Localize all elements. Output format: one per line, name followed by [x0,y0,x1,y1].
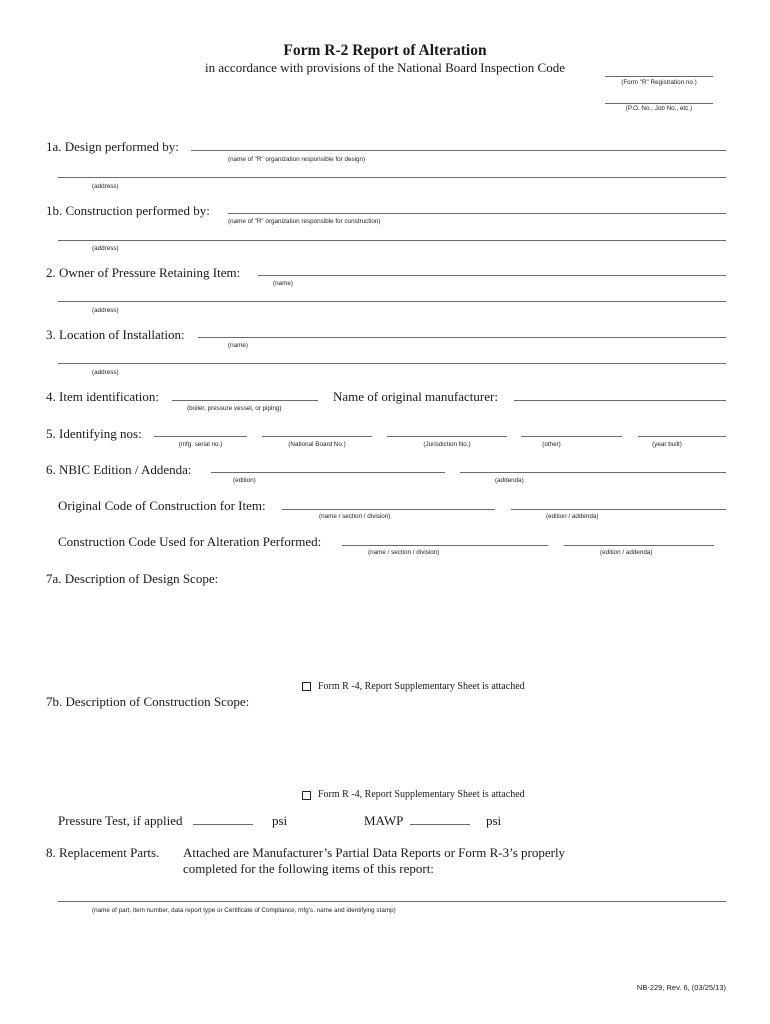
alteration-code-name-field[interactable] [342,545,548,546]
po-job-no-caption: (P.O. No., Job No., etc.) [625,105,693,112]
location-address-field[interactable] [58,363,726,364]
jurisdiction-no-caption: (Jurisdiction No.) [423,441,471,448]
pressure-test-field[interactable] [193,824,253,825]
item-identification-caption: (boiler, pressure vessel, or piping) [187,405,282,412]
location-name-caption: (name) [228,342,248,349]
original-code-name-field[interactable] [282,509,495,510]
replacement-parts-text-line1: Attached are Manufacturer’s Partial Data Reports or Form R-3’s properly [183,845,566,860]
mawp-unit: psi [486,813,502,828]
other-no-caption: (other) [542,441,561,448]
alteration-code-edition-field[interactable] [564,545,714,546]
design-scope-attach-checkbox[interactable] [302,682,311,691]
replacement-parts-text-line2: completed for the following items of this report: [183,861,434,876]
nbic-addenda-caption: (addenda) [495,477,524,484]
other-no-field[interactable] [521,436,622,437]
alteration-code-label: Construction Code Used for Alteration Performed: [58,534,322,549]
design-org-name-caption: (name of "R" organization responsible for design) [228,156,366,163]
owner-address-caption: (address) [92,307,119,314]
mfg-serial-no-field[interactable] [154,436,247,437]
pressure-test-label: Pressure Test, if applied [58,813,183,828]
owner-name-caption: (name) [273,280,293,287]
form-title: Form R-2 Report of Alteration [283,42,487,59]
design-scope-attach-label: Form R -4, Report Supplementary Sheet is attached [318,681,525,692]
item-identification-field[interactable] [172,400,318,401]
identifying-nos-label: 5. Identifying nos: [46,426,142,441]
alteration-code-name-caption: (name / section / division) [368,549,440,556]
registration-no-caption: (Form "R" Registration no.) [621,79,697,86]
original-manufacturer-label: Name of original manufacturer: [333,389,498,404]
design-address-field[interactable] [58,177,726,178]
original-manufacturer-field[interactable] [514,400,726,401]
registration-no-field[interactable] [605,76,713,77]
nbic-addenda-field[interactable] [460,472,726,473]
construction-address-caption: (address) [92,245,119,252]
construction-org-name-caption: (name of "R" organization responsible for construction) [228,218,381,225]
replacement-parts-caption: (name of part, item number, data report type or Certificate of Compliance, mfg’s. name and identifying stamp) [92,907,396,914]
location-name-field[interactable] [198,337,726,338]
mawp-label: MAWP [364,813,404,828]
mfg-serial-no-caption: (mfg. serial no.) [178,441,223,448]
location-label: 3. Location of Installation: [46,327,185,342]
design-performed-label: 1a. Design performed by: [46,139,179,154]
mawp-field[interactable] [410,824,470,825]
national-board-no-field[interactable] [262,436,372,437]
form-subtitle: in accordance with provisions of the National Board Inspection Code [205,60,565,75]
nbic-edition-label: 6. NBIC Edition / Addenda: [46,462,192,477]
owner-name-field[interactable] [258,275,726,276]
owner-address-field[interactable] [58,301,726,302]
national-board-no-caption: (National Board No.) [288,441,346,448]
construction-scope-attach-label: Form R -4, Report Supplementary Sheet is attached [318,789,525,800]
nbic-edition-field[interactable] [211,472,445,473]
year-built-field[interactable] [638,436,726,437]
replacement-parts-field[interactable] [58,901,726,902]
form-number: NB-229, Rev. 6, (03/25/13) [636,983,726,992]
original-code-label: Original Code of Construction for Item: [58,498,266,513]
location-address-caption: (address) [92,369,119,376]
pressure-test-unit: psi [272,813,288,828]
jurisdiction-no-field[interactable] [387,436,507,437]
po-job-no-field[interactable] [605,103,713,104]
alteration-code-edition-caption: (edition / addenda) [600,549,653,556]
year-built-caption: (year built) [652,441,682,448]
construction-org-name-field[interactable] [228,213,726,214]
nbic-edition-caption: (edition) [233,477,256,484]
owner-label: 2. Owner of Pressure Retaining Item: [46,265,241,280]
design-scope-label: 7a. Description of Design Scope: [46,571,219,586]
construction-scope-label: 7b. Description of Construction Scope: [46,694,250,709]
construction-address-field[interactable] [58,240,726,241]
design-org-name-field[interactable] [191,150,726,151]
original-code-name-caption: (name / section / division) [319,513,391,520]
construction-scope-attach-checkbox[interactable] [302,791,311,800]
item-identification-label: 4. Item identification: [46,389,159,404]
original-code-edition-field[interactable] [511,509,726,510]
design-address-caption: (address) [92,183,119,190]
construction-performed-label: 1b. Construction performed by: [46,203,210,218]
original-code-edition-caption: (edition / addenda) [546,513,599,520]
replacement-parts-label: 8. Replacement Parts. [46,845,160,860]
